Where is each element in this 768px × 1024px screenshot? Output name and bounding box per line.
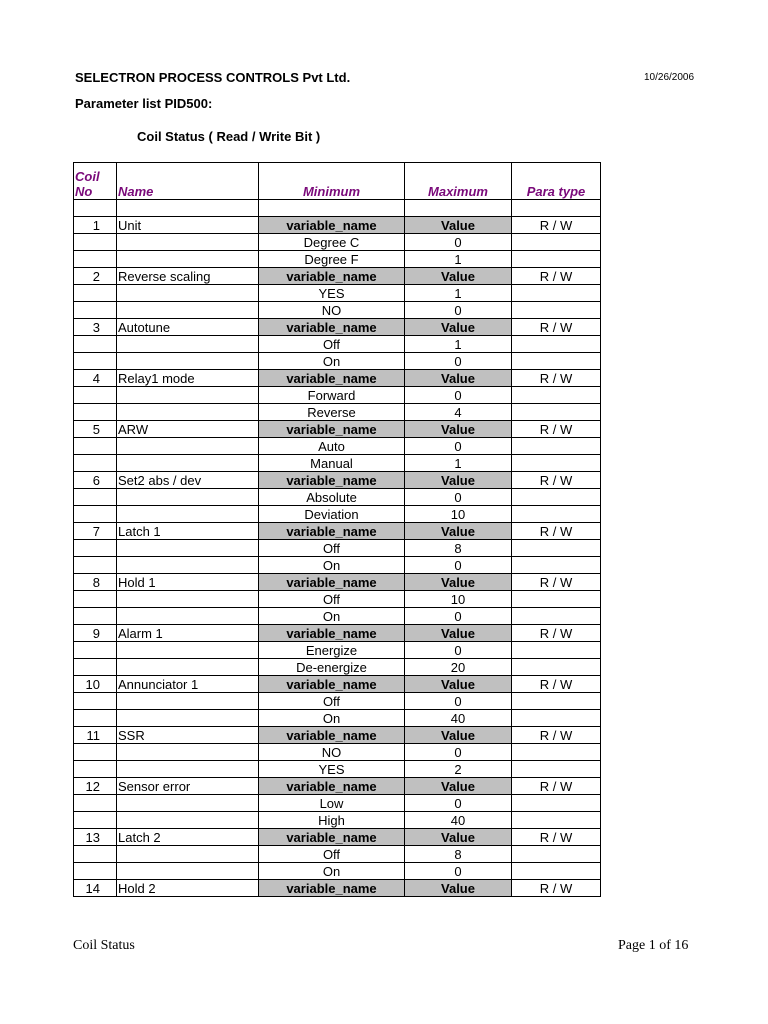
cell-maximum: Value: [405, 268, 512, 285]
header-maximum: Maximum: [405, 163, 512, 200]
footer-page-number: Page 1 of 16: [618, 938, 689, 953]
cell-coil-no: [74, 353, 117, 370]
cell-coil-no: [74, 659, 117, 676]
company-name: SELECTRON PROCESS CONTROLS Pvt Ltd.: [75, 70, 351, 85]
cell-para-type: [512, 591, 601, 608]
cell-maximum: 0: [405, 234, 512, 251]
cell-coil-no: [74, 336, 117, 353]
table-row: [74, 353, 601, 370]
cell-minimum: variable_name: [259, 421, 405, 438]
cell-para-type: [512, 693, 601, 710]
table-row: [74, 506, 601, 523]
cell-minimum: variable_name: [259, 880, 405, 897]
table-row: [74, 676, 601, 693]
cell-name: [117, 404, 259, 421]
table-row: [74, 268, 601, 285]
cell-name: [117, 200, 259, 217]
cell-name: [117, 540, 259, 557]
table-row: [74, 693, 601, 710]
cell-maximum: [405, 200, 512, 217]
cell-coil-no: [74, 795, 117, 812]
cell-coil-no: [74, 642, 117, 659]
cell-para-type: [512, 795, 601, 812]
cell-maximum: 0: [405, 438, 512, 455]
cell-maximum: 0: [405, 693, 512, 710]
table-row: [74, 557, 601, 574]
table-row: [74, 846, 601, 863]
cell-name: Alarm 1: [117, 625, 259, 642]
document-date: 10/26/2006: [644, 72, 695, 83]
cell-para-type: [512, 540, 601, 557]
cell-name: [117, 285, 259, 302]
cell-maximum: 8: [405, 846, 512, 863]
table-row: [74, 608, 601, 625]
cell-minimum: variable_name: [259, 574, 405, 591]
cell-maximum: Value: [405, 625, 512, 642]
cell-maximum: 1: [405, 285, 512, 302]
cell-coil-no: [74, 234, 117, 251]
cell-para-type: [512, 438, 601, 455]
cell-coil-no: [74, 846, 117, 863]
cell-minimum: Degree C: [259, 234, 405, 251]
cell-maximum: 0: [405, 642, 512, 659]
cell-para-type: R / W: [512, 217, 601, 234]
cell-coil-no: [74, 404, 117, 421]
table-row: [74, 234, 601, 251]
cell-name: [117, 455, 259, 472]
cell-minimum: On: [259, 608, 405, 625]
cell-name: [117, 863, 259, 880]
cell-para-type: [512, 557, 601, 574]
cell-name: [117, 642, 259, 659]
cell-maximum: 4: [405, 404, 512, 421]
cell-para-type: R / W: [512, 574, 601, 591]
cell-maximum: 1: [405, 336, 512, 353]
cell-coil-no: 10: [74, 676, 117, 693]
cell-para-type: [512, 506, 601, 523]
cell-coil-no: 7: [74, 523, 117, 540]
table-row: [74, 591, 601, 608]
table-row: [74, 761, 601, 778]
coil-status-title: Coil Status ( Read / Write Bit ): [137, 129, 321, 144]
cell-para-type: [512, 404, 601, 421]
header-minimum: Minimum: [259, 163, 405, 200]
cell-para-type: R / W: [512, 880, 601, 897]
cell-para-type: R / W: [512, 268, 601, 285]
cell-maximum: Value: [405, 217, 512, 234]
cell-minimum: variable_name: [259, 268, 405, 285]
cell-coil-no: [74, 591, 117, 608]
cell-minimum: Off: [259, 540, 405, 557]
cell-minimum: Deviation: [259, 506, 405, 523]
cell-coil-no: [74, 438, 117, 455]
cell-coil-no: [74, 455, 117, 472]
cell-name: [117, 251, 259, 268]
cell-maximum: Value: [405, 370, 512, 387]
cell-name: [117, 438, 259, 455]
table-row: [74, 251, 601, 268]
table-row: [74, 200, 601, 217]
cell-coil-no: [74, 540, 117, 557]
cell-name: Relay1 mode: [117, 370, 259, 387]
table-row: [74, 455, 601, 472]
cell-name: [117, 608, 259, 625]
table-row: [74, 540, 601, 557]
table-row: [74, 302, 601, 319]
table-row: [74, 744, 601, 761]
cell-maximum: Value: [405, 727, 512, 744]
cell-para-type: [512, 710, 601, 727]
cell-maximum: 0: [405, 795, 512, 812]
cell-minimum: Forward: [259, 387, 405, 404]
table-row: [74, 574, 601, 591]
cell-maximum: Value: [405, 574, 512, 591]
cell-maximum: Value: [405, 880, 512, 897]
cell-name: [117, 693, 259, 710]
cell-para-type: [512, 336, 601, 353]
cell-para-type: [512, 863, 601, 880]
cell-maximum: 40: [405, 812, 512, 829]
cell-minimum: variable_name: [259, 625, 405, 642]
table-row: [74, 421, 601, 438]
cell-minimum: Reverse: [259, 404, 405, 421]
cell-minimum: Low: [259, 795, 405, 812]
cell-maximum: 1: [405, 251, 512, 268]
cell-name: [117, 846, 259, 863]
cell-maximum: Value: [405, 778, 512, 795]
cell-para-type: R / W: [512, 319, 601, 336]
cell-minimum: Manual: [259, 455, 405, 472]
table-row: [74, 387, 601, 404]
cell-name: [117, 353, 259, 370]
cell-maximum: 0: [405, 557, 512, 574]
cell-name: [117, 812, 259, 829]
cell-minimum: Absolute: [259, 489, 405, 506]
cell-coil-no: [74, 710, 117, 727]
cell-name: [117, 302, 259, 319]
cell-name: [117, 387, 259, 404]
cell-name: [117, 557, 259, 574]
cell-maximum: Value: [405, 421, 512, 438]
cell-coil-no: [74, 608, 117, 625]
cell-name: [117, 506, 259, 523]
cell-minimum: YES: [259, 761, 405, 778]
cell-name: Set2 abs / dev: [117, 472, 259, 489]
cell-coil-no: 2: [74, 268, 117, 285]
table-row: [74, 829, 601, 846]
cell-name: Latch 2: [117, 829, 259, 846]
cell-name: ARW: [117, 421, 259, 438]
cell-para-type: [512, 846, 601, 863]
cell-para-type: [512, 744, 601, 761]
cell-maximum: 0: [405, 302, 512, 319]
cell-para-type: [512, 353, 601, 370]
table-row: [74, 523, 601, 540]
cell-maximum: Value: [405, 676, 512, 693]
cell-name: [117, 761, 259, 778]
cell-coil-no: [74, 506, 117, 523]
table-row: [74, 642, 601, 659]
cell-maximum: 0: [405, 489, 512, 506]
cell-name: [117, 710, 259, 727]
table-row: [74, 727, 601, 744]
cell-minimum: variable_name: [259, 472, 405, 489]
cell-coil-no: [74, 863, 117, 880]
cell-para-type: R / W: [512, 676, 601, 693]
cell-minimum: Off: [259, 591, 405, 608]
cell-minimum: [259, 200, 405, 217]
cell-minimum: De-energize: [259, 659, 405, 676]
cell-maximum: 40: [405, 710, 512, 727]
cell-maximum: 0: [405, 608, 512, 625]
cell-coil-no: 5: [74, 421, 117, 438]
cell-coil-no: 4: [74, 370, 117, 387]
parameter-list-title: Parameter list PID500:: [75, 96, 213, 111]
table-row: [74, 404, 601, 421]
cell-coil-no: 6: [74, 472, 117, 489]
cell-maximum: 0: [405, 863, 512, 880]
cell-para-type: [512, 659, 601, 676]
cell-para-type: R / W: [512, 778, 601, 795]
cell-name: Latch 1: [117, 523, 259, 540]
cell-maximum: 0: [405, 744, 512, 761]
cell-para-type: R / W: [512, 370, 601, 387]
table-row: [74, 438, 601, 455]
cell-name: [117, 336, 259, 353]
cell-name: SSR: [117, 727, 259, 744]
cell-minimum: On: [259, 557, 405, 574]
cell-para-type: R / W: [512, 625, 601, 642]
table-row: [74, 778, 601, 795]
cell-name: [117, 234, 259, 251]
cell-para-type: [512, 302, 601, 319]
header-para-type: Para type: [512, 163, 601, 200]
footer-sheet-name: Coil Status: [73, 938, 135, 953]
cell-coil-no: 14: [74, 880, 117, 897]
cell-coil-no: [74, 812, 117, 829]
cell-minimum: NO: [259, 744, 405, 761]
table-row: [74, 795, 601, 812]
cell-minimum: Degree F: [259, 251, 405, 268]
table-row: [74, 625, 601, 642]
cell-para-type: R / W: [512, 472, 601, 489]
cell-para-type: [512, 387, 601, 404]
cell-minimum: Off: [259, 693, 405, 710]
header-coil-no: [74, 163, 117, 200]
cell-maximum: 2: [405, 761, 512, 778]
cell-coil-no: [74, 557, 117, 574]
cell-minimum: variable_name: [259, 829, 405, 846]
table-row: [74, 812, 601, 829]
cell-minimum: YES: [259, 285, 405, 302]
cell-para-type: R / W: [512, 523, 601, 540]
table-row: [74, 336, 601, 353]
table-row: [74, 863, 601, 880]
cell-maximum: 8: [405, 540, 512, 557]
header-name: Name: [117, 163, 259, 200]
cell-name: Sensor error: [117, 778, 259, 795]
cell-maximum: Value: [405, 829, 512, 846]
table-row: [74, 489, 601, 506]
cell-maximum: Value: [405, 472, 512, 489]
cell-coil-no: 12: [74, 778, 117, 795]
cell-name: Hold 2: [117, 880, 259, 897]
cell-para-type: R / W: [512, 421, 601, 438]
cell-coil-no: 3: [74, 319, 117, 336]
cell-maximum: Value: [405, 523, 512, 540]
cell-name: [117, 489, 259, 506]
cell-minimum: On: [259, 863, 405, 880]
table-row: [74, 370, 601, 387]
cell-maximum: 0: [405, 353, 512, 370]
cell-name: [117, 744, 259, 761]
cell-maximum: 10: [405, 506, 512, 523]
table-row: [74, 217, 601, 234]
header-coil-line1: Coil: [75, 169, 100, 184]
cell-coil-no: [74, 693, 117, 710]
cell-coil-no: [74, 761, 117, 778]
cell-maximum: 0: [405, 387, 512, 404]
cell-coil-no: [74, 200, 117, 217]
table-row: [74, 710, 601, 727]
cell-para-type: [512, 761, 601, 778]
cell-maximum: Value: [405, 319, 512, 336]
cell-para-type: R / W: [512, 829, 601, 846]
cell-minimum: variable_name: [259, 319, 405, 336]
cell-minimum: Auto: [259, 438, 405, 455]
cell-coil-no: 13: [74, 829, 117, 846]
cell-minimum: Off: [259, 336, 405, 353]
cell-name: [117, 659, 259, 676]
cell-minimum: variable_name: [259, 217, 405, 234]
cell-minimum: variable_name: [259, 370, 405, 387]
cell-coil-no: [74, 744, 117, 761]
cell-minimum: On: [259, 710, 405, 727]
table-row: [74, 319, 601, 336]
cell-name: Annunciator 1: [117, 676, 259, 693]
cell-coil-no: [74, 285, 117, 302]
cell-minimum: variable_name: [259, 523, 405, 540]
cell-maximum: 20: [405, 659, 512, 676]
cell-para-type: [512, 251, 601, 268]
cell-name: Reverse scaling: [117, 268, 259, 285]
cell-maximum: 1: [405, 455, 512, 472]
table-row: [74, 659, 601, 676]
cell-coil-no: 11: [74, 727, 117, 744]
cell-para-type: R / W: [512, 727, 601, 744]
cell-coil-no: [74, 251, 117, 268]
header-coil-line2: No: [75, 184, 93, 199]
cell-minimum: variable_name: [259, 778, 405, 795]
table-row: [74, 880, 601, 897]
cell-minimum: NO: [259, 302, 405, 319]
cell-minimum: On: [259, 353, 405, 370]
cell-minimum: Energize: [259, 642, 405, 659]
table-row: [74, 472, 601, 489]
cell-para-type: [512, 642, 601, 659]
cell-para-type: [512, 234, 601, 251]
cell-maximum: 10: [405, 591, 512, 608]
cell-minimum: variable_name: [259, 727, 405, 744]
cell-coil-no: 8: [74, 574, 117, 591]
cell-name: Autotune: [117, 319, 259, 336]
cell-para-type: [512, 200, 601, 217]
cell-coil-no: [74, 302, 117, 319]
cell-name: [117, 795, 259, 812]
cell-para-type: [512, 608, 601, 625]
table-header-row: [74, 163, 601, 200]
cell-coil-no: 9: [74, 625, 117, 642]
cell-name: Unit: [117, 217, 259, 234]
cell-coil-no: [74, 489, 117, 506]
cell-minimum: Off: [259, 846, 405, 863]
cell-minimum: High: [259, 812, 405, 829]
cell-para-type: [512, 812, 601, 829]
cell-name: [117, 591, 259, 608]
cell-coil-no: 1: [74, 217, 117, 234]
cell-para-type: [512, 285, 601, 302]
coil-status-table: [73, 162, 601, 897]
cell-name: Hold 1: [117, 574, 259, 591]
cell-para-type: [512, 489, 601, 506]
cell-minimum: variable_name: [259, 676, 405, 693]
cell-para-type: [512, 455, 601, 472]
table-row: [74, 285, 601, 302]
cell-coil-no: [74, 387, 117, 404]
